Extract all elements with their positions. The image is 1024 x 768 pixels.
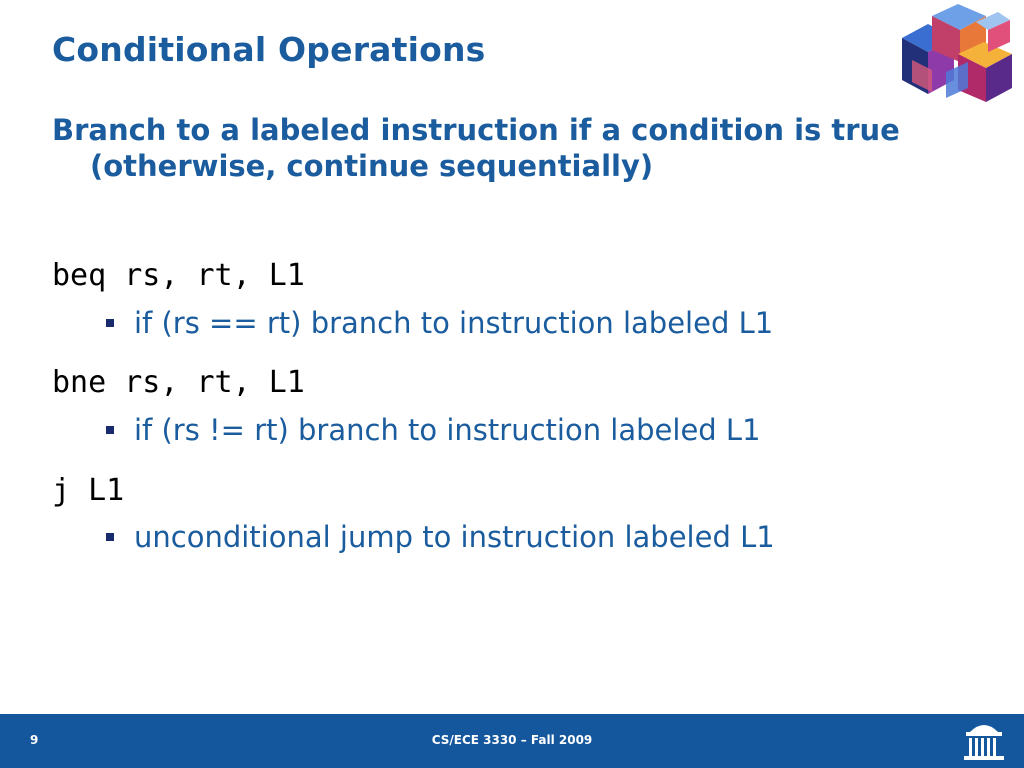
code-line-j: j L1 — [52, 473, 125, 508]
code-line-bne: bne rs, rt, L1 — [52, 365, 305, 400]
slide-title: Conditional Operations — [52, 30, 486, 69]
bullet-j — [106, 520, 775, 554]
bullet-square-icon — [106, 426, 114, 434]
rotunda-logo-icon — [962, 716, 1006, 764]
course-label: CS/ECE 3330 – Fall 2009 — [431, 733, 593, 747]
bullet-text: if (rs != rt) branch to instruction labeled L1 — [134, 413, 761, 447]
bullet-text: if (rs == rt) branch to instruction labeled L1 — [134, 306, 774, 340]
bullet-square-icon — [106, 533, 114, 541]
footer-bar — [0, 714, 1024, 768]
slide-number: 9 — [30, 733, 39, 747]
bullet-text: unconditional jump to instruction labeled L1 — [134, 520, 775, 554]
intro-text: Branch to a labeled instruction if a condition is true (otherwise, continue sequentially) — [52, 113, 900, 183]
bullet-bne — [106, 413, 761, 447]
bullet-beq — [106, 306, 773, 340]
colorful-cubes-logo-icon — [888, 2, 1020, 110]
code-line-beq: beq rs, rt, L1 — [52, 258, 305, 293]
bullet-square-icon — [106, 319, 114, 327]
